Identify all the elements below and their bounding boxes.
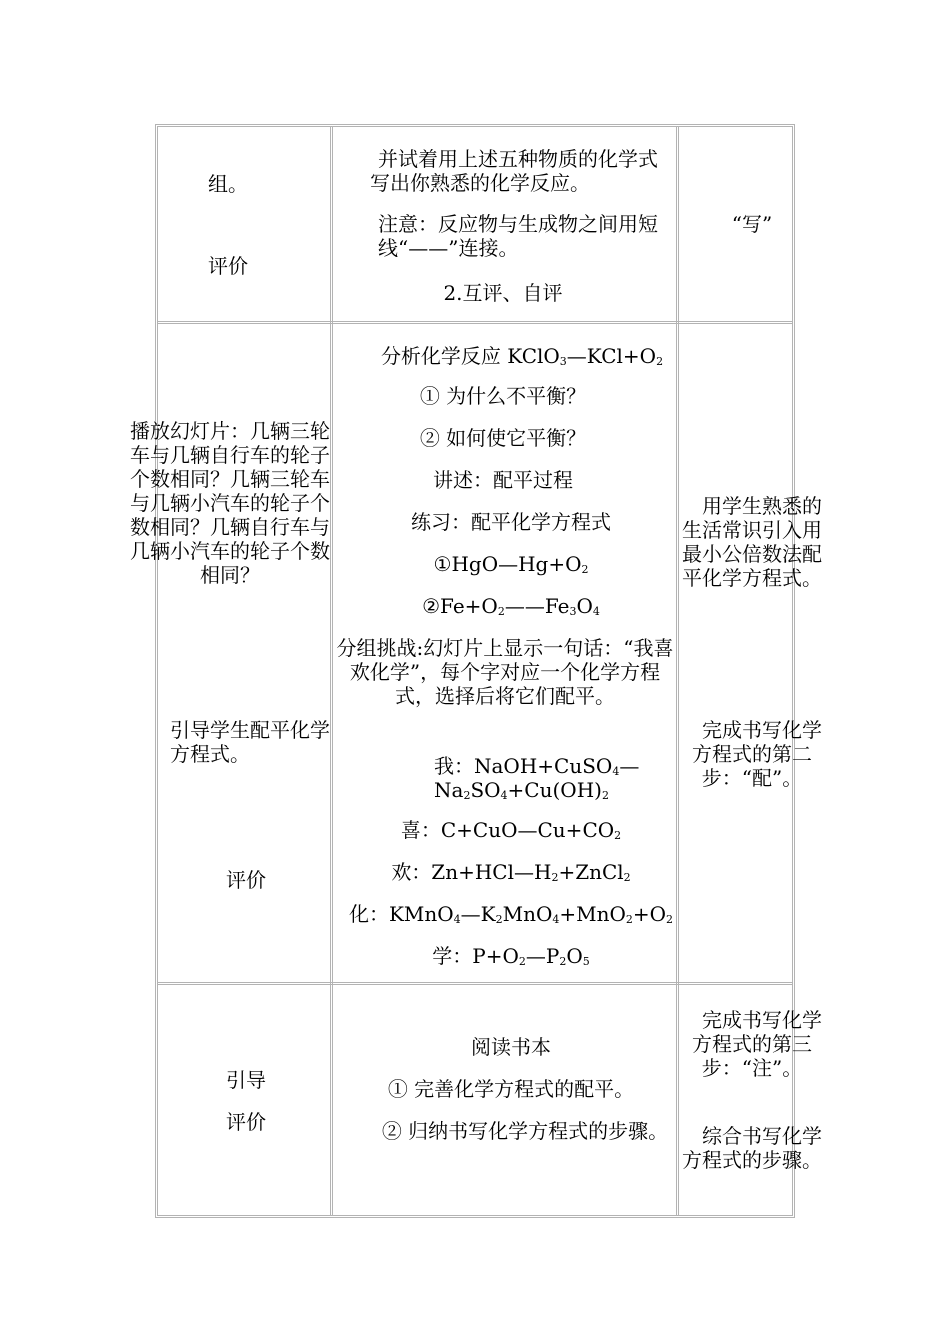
- equation-line: 学：$P+O_2—P_2O_5$: [432, 944, 590, 968]
- cell-paragraph: 用学生熟悉的生活常识引入用最小公倍数法配平化学方程式。: [682, 494, 822, 590]
- cell-paragraph: 引导学生配平化学方程式。: [170, 718, 330, 766]
- equation-line: $Na_2SO_4+Cu(OH)_2$: [434, 778, 609, 802]
- cell-text: 引导: [226, 1068, 266, 1092]
- equation-line: 分析化学反应 $KClO_3—KCl+O_2$: [380, 344, 664, 368]
- question-text: ① 为什么不平衡？: [419, 384, 587, 408]
- cell-paragraph: 分组挑战:幻灯片上显示一句话：“我喜欢化学”，每个字对应一个化学方程式，选择后将它们配平。: [336, 636, 674, 708]
- cell-paragraph: 播放幻灯片：几辆三轮车与几辆自行车的轮子个数相同？几辆三轮车与几辆小汽车的轮子个数相同？几辆自行车与几辆小汽车的轮子个数相同？: [130, 419, 330, 587]
- row-divider: [158, 321, 792, 324]
- cell-text: 组。: [208, 172, 248, 196]
- equation-line: 喜：$C+CuO—Cu+CO_2$: [400, 818, 622, 842]
- cell-text: 讲述：配平过程: [433, 468, 573, 492]
- cell-paragraph: 完成书写化学方程式的第二步：“配”。: [692, 718, 822, 790]
- cell-paragraph: 综合书写化学方程式的步骤。: [682, 1124, 822, 1172]
- cell-paragraph: [378, 212, 670, 260]
- cell-paragraph: 并试着用上述五种物质的化学式写出你熟悉的化学反应。: [370, 147, 658, 195]
- cell-text: 评价: [226, 868, 266, 892]
- equation-line: $①HgO—Hg+O_2$: [433, 552, 589, 576]
- equation-line: 欢：$Zn+HCl—H_2+ZnCl_2$: [391, 860, 631, 884]
- list-item: ② 归纳书写化学方程式的步骤。: [381, 1119, 669, 1143]
- column-divider: [330, 127, 333, 1215]
- row-divider: [158, 982, 792, 985]
- cell-text: 阅读书本: [471, 1035, 551, 1059]
- cell-text: 评价: [226, 1110, 266, 1134]
- cell-text: “写”: [731, 212, 773, 236]
- note-text: 注意：反应物与生成物之间用短线“——”连接。: [378, 212, 658, 260]
- equation-line: $②Fe+O_2——Fe_3O_4$: [422, 594, 600, 618]
- cell-paragraph: 2.互评、自评: [443, 281, 563, 305]
- cell-paragraph: 完成书写化学方程式的第三步：“注”。: [692, 1008, 822, 1080]
- equation-line: 我：NaOH+CuSO$_4$—: [434, 754, 640, 778]
- cell-text: 评价: [208, 254, 248, 278]
- cell-text: 练习：配平化学方程式: [411, 510, 611, 534]
- question-text: ② 如何使它平衡？: [419, 426, 587, 450]
- equation-line: 化：$KMnO_4—K_2MnO_4+MnO_2+O_2$: [348, 902, 674, 926]
- list-item: ① 完善化学方程式的配平。: [387, 1077, 635, 1101]
